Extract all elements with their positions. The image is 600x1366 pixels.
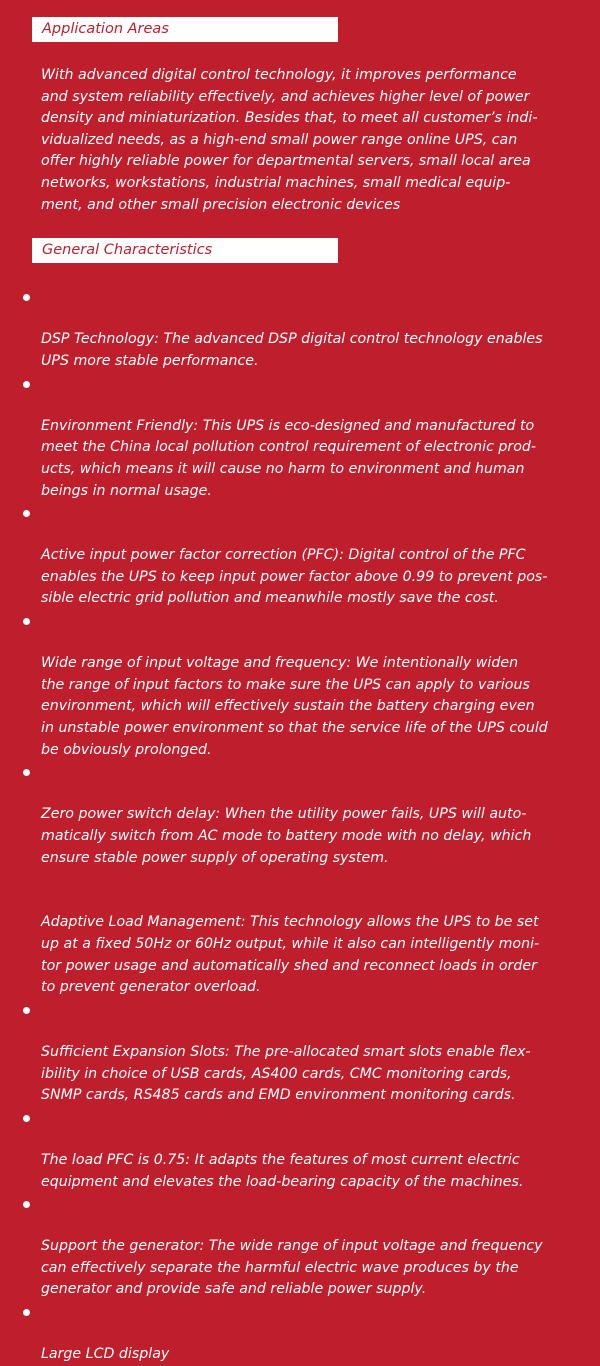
bullet-icon <box>23 1115 30 1122</box>
characteristics-list <box>30 286 572 1366</box>
list-item-text: Sufficient Expansion Slots: The pre-allocated smart slots enable flex- ibility in choice of USB cards, AS400 cards, CMC monitoring cards, SNMP cards, RS485 cards and EMD environment monitoring cards. <box>41 1043 531 1104</box>
list-item-text: DSP Technology: The advanced DSP digital control technology enables UPS more stable performance. <box>41 331 543 369</box>
list-item <box>30 761 586 869</box>
application-areas-heading: Application Areas <box>32 17 338 42</box>
list-item-text: Adaptive Load Management: This technology allows the UPS to be set up at a fixed 50Hz or 60Hz output, while it also can intelligently moni- tor power usage and automatically shed and reconnect loads in order to prevent generator overload. <box>41 914 540 996</box>
list-item <box>30 999 586 1107</box>
bullet-icon <box>23 510 30 517</box>
list-item <box>30 610 586 761</box>
list-item-text: Zero power switch delay: When the utility power fails, UPS will auto- matically switch from AC mode to battery mode with no delay, which ensure stable power supply of operating system. <box>41 806 532 866</box>
list-item-text: Wide range of input voltage and frequency: We intentionally widen the range of input factors to make sure the UPS can apply to various environment, which will effectively sustain the battery charging even in unstable power environment so that the service life of the UPS could be obviously prolonged. <box>41 655 548 758</box>
list-item-text: Environment Friendly: This UPS is eco-designed and manufactured to meet the China local pollution control requirement of electronic prod- ucts, which means it will cause no harm to environment and human beings in normal usage. <box>41 417 537 499</box>
list-item <box>30 286 586 372</box>
list-item-text: Active input power factor correction (PFC): Digital control of the PFC enables the UPS to keep input power factor above 0.99 to prevent pos- sible electric grid pollution and meanwhile mostly save the cost. <box>41 547 548 607</box>
bullet-icon <box>23 1007 30 1014</box>
list-item <box>30 502 586 610</box>
application-areas-paragraph: With advanced digital control technology, it improves performance and system reliability effectively, and achieves higher level of power density and miniaturization. Besides that, to meet all customer’s indi- vidualized needs, as a high-end small power range online UPS, can offer highly reliable power for departmental servers, small local area networks, workstations, industrial machines, small medical equip- ment, and other small precision electronic devices <box>41 67 538 213</box>
bullet-icon <box>23 1201 30 1208</box>
bullet-icon <box>23 769 30 776</box>
list-item-text: Support the generator: The wide range of input voltage and frequency can effectively separate the harmful electric wave produces by the generator and provide safe and reliable power supply. <box>41 1238 543 1298</box>
list-item <box>30 1107 586 1193</box>
bullet-icon <box>23 381 30 388</box>
bullet-icon <box>23 1309 30 1316</box>
list-item <box>30 1193 586 1301</box>
bullet-icon <box>23 294 30 301</box>
list-item-text: The load PFC is 0.75: It adapts the features of most current electric equipment and elevates the load-bearing capacity of the machines. <box>41 1151 524 1190</box>
list-item <box>30 869 586 999</box>
general-characteristics-heading: General Characteristics <box>32 238 338 263</box>
list-item-text: Large LCD display <box>41 1346 170 1363</box>
bullet-icon <box>23 618 30 625</box>
list-item <box>30 373 586 503</box>
list-item <box>30 1301 586 1366</box>
